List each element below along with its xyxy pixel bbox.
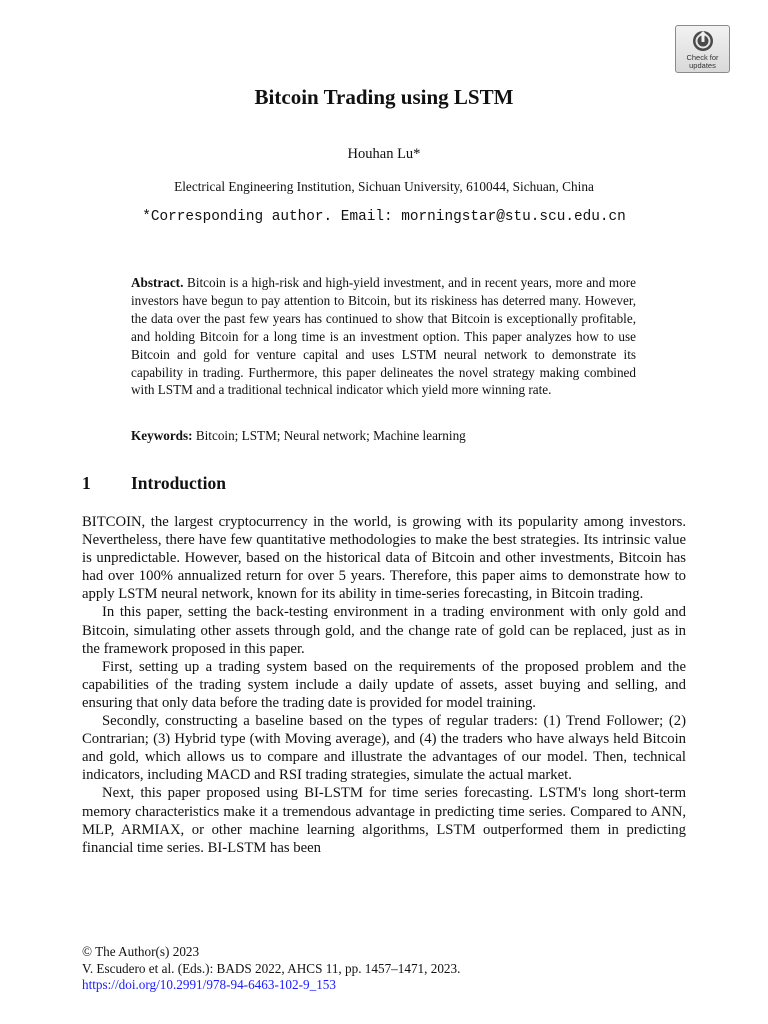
keywords-label: Keywords:: [131, 428, 193, 443]
section-title: Introduction: [131, 473, 226, 493]
abstract: [131, 274, 636, 399]
paragraph: First, setting up a trading system based on the requirements of the proposed problem and the capabilities of the trading system include a daily update of assets, asset buying and selling, and ensuring that only data before the trading date is provided for model training.: [82, 658, 686, 711]
author-affiliation: Electrical Engineering Institution, Sichuan University, 610044, Sichuan, China: [174, 179, 594, 194]
paragraph: BITCOIN, the largest cryptocurrency in the world, is growing with its popularity among investors. Nevertheless, there have few quantitative methodologies to make the best strategies. Its intrinsic value is unpredictable. However, based on the historical data of Bitcoin and other investments, Bitcoin has had over 100% annualized return for over 5 years. Therefore, this paper aims to demonstrate how to apply LSTM neural network, known for its ability in time-series forecasting, in Bitcoin trading.: [82, 514, 686, 603]
doi-link[interactable]: https://doi.org/10.2991/978-94-6463-102-9_153: [82, 977, 336, 992]
check-for-updates-label: Check for updates: [686, 53, 719, 70]
abstract-label: Abstract.: [131, 275, 184, 290]
section-number: 1: [82, 473, 91, 493]
check-for-updates-icon: [689, 29, 717, 53]
paper-title: Bitcoin Trading using LSTM: [254, 85, 514, 109]
copyright-notice: © The Author(s) 2023: [82, 944, 200, 959]
footer: [82, 944, 460, 994]
paragraph: Secondly, constructing a baseline based on the types of regular traders: (1) Trend Follower; (2) Contrarian; (3) Hybrid type (with Moving average), and (4) the traders who have always held Bitcoin and gold, which allows us to compare and illustrate the advantages of our model. Then, technical indicators, including MACD and RSI trading strategies, simulate the actual market.: [82, 713, 686, 784]
corresponding-author-email: *Corresponding author. Email: morningstar@stu.scu.edu.cn: [142, 209, 626, 225]
introduction-body: [82, 513, 686, 857]
paragraph: Next, this paper proposed using BI-LSTM for time series forecasting. LSTM's long short-term memory characteristics make it a tremendous advantage in predicting time series. Compared to ANN, MLP, ARMIAX, or other machine learning algorithms, LSTM outperformed them in predicting financial time series. BI-LSTM has been: [82, 785, 686, 856]
citation: V. Escudero et al. (Eds.): BADS 2022, AHCS 11, pp. 1457–1471, 2023.: [82, 960, 461, 976]
author-name: Houhan Lu*: [347, 146, 421, 162]
keywords: [131, 427, 636, 445]
paragraph: In this paper, setting the back-testing environment in a trading environment with only gold and Bitcoin, simulating other assets through gold, and the change rate of gold can be replaced, just as in the framework proposed in this paper.: [82, 604, 686, 657]
check-for-updates-badge[interactable]: [675, 25, 730, 73]
section-heading: [82, 472, 226, 494]
keywords-text: Bitcoin; LSTM; Neural network; Machine learning: [192, 428, 466, 443]
abstract-text: Bitcoin is a high-risk and high-yield investment, and in recent years, more and more investors have begun to pay attention to Bitcoin, but its riskiness has deterred many. However, the data over the past few years has continued to show that Bitcoin is exceptionally profitable, and holding Bitcoin for a long time is an investment option. This paper analyzes how to use Bitcoin and gold for venture capital and uses LSTM neural network to demonstrate its capability in trading. Furthermore, this paper delineates the novel strategy making combined with LSTM and a traditional technical indicator which yield more winning rate.: [131, 275, 636, 398]
